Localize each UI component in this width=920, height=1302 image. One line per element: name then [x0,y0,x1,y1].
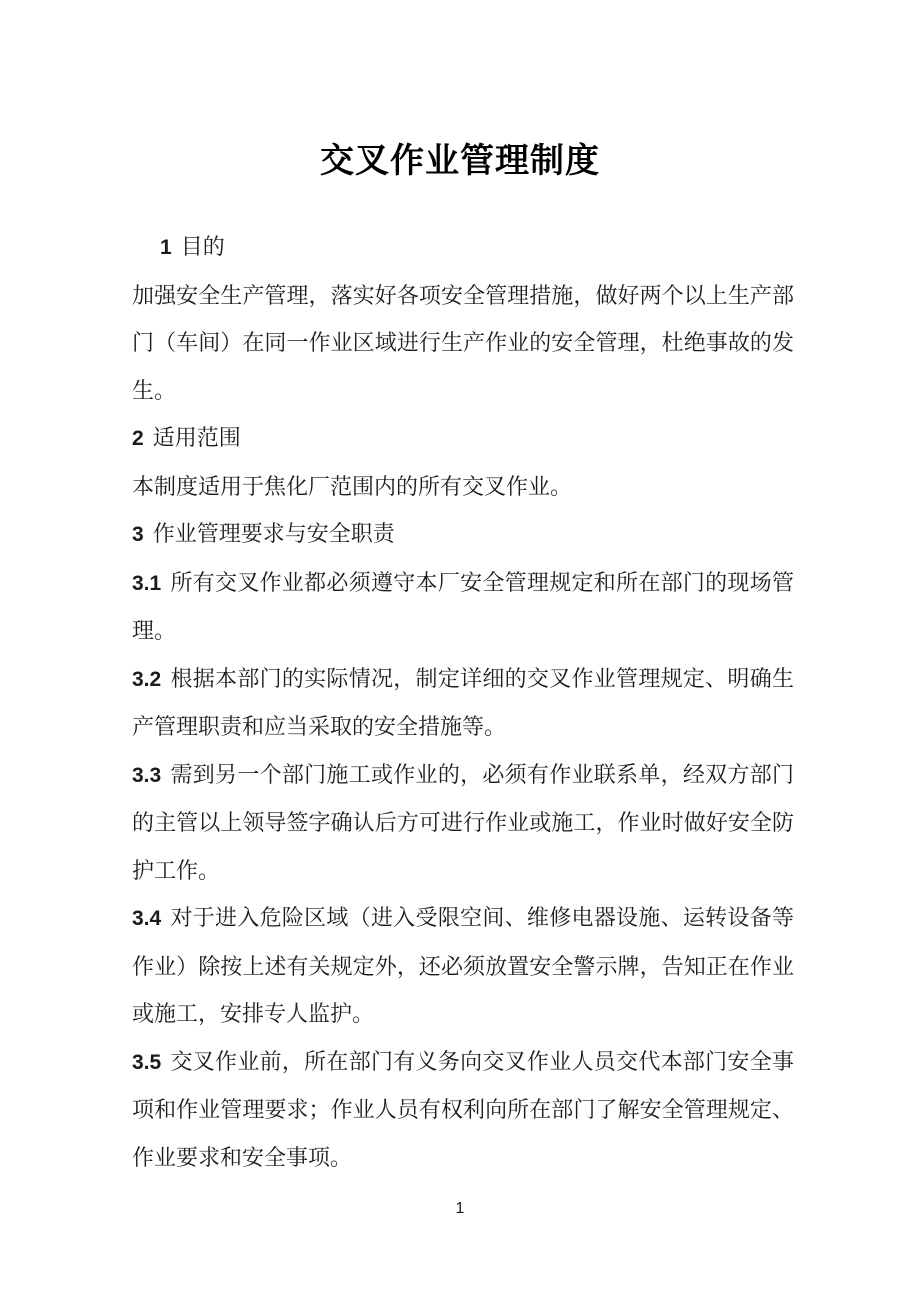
paragraph-text: 本制度适用于焦化厂范围内的所有交叉作业。 [132,473,573,499]
section-number: 3.2 [132,667,162,691]
document-body [132,223,794,1181]
paragraph-text: 对于进入危险区域（进入受限空间、维修电器设施、运转设备等作业）除按上述有关规定外，还必须放置安全警示牌，告知正在作业或施工，安排专人监护。 [132,905,794,1026]
section-number: 3 [132,523,144,546]
paragraph [132,894,794,1038]
document-title: 交叉作业管理制度 [320,143,600,180]
paragraph-text: 加强安全生产管理，落实好各项安全管理措施，做好两个以上生产部门（车间）在同一作业区域进行生产作业的安全管理，杜绝事故的发生。 [132,282,794,403]
paragraph [132,272,794,415]
section-number: 2 [132,427,144,450]
paragraph [132,751,794,895]
section-number: 3.3 [132,763,162,787]
paragraph-text: 所有交叉作业都必须遵守本厂安全管理规定和所在部门的现场管理。 [132,569,794,643]
page-number: 1 [455,1200,465,1217]
paragraph [132,463,794,511]
section-heading-text: 目的 [180,234,225,259]
section-heading-text: 作业管理要求与安全职责 [152,521,395,546]
section-heading-text: 适用范围 [152,425,241,450]
section-heading [132,510,794,559]
paragraph [132,1038,794,1182]
paragraph-text: 需到另一个部门施工或作业的，必须有作业联系单，经双方部门的主管以上领导签字确认后方可进行作业或施工，作业时做好安全防护工作。 [132,761,794,883]
section-heading [132,223,794,272]
section-number: 1 [160,236,172,259]
section-number: 3.5 [132,1050,162,1074]
section-number: 3.4 [132,907,162,930]
paragraph-text: 根据本部门的实际情况，制定详细的交叉作业管理规定、明确生产管理职责和应当采取的安全措施等。 [132,665,794,739]
paragraph [132,559,794,655]
paragraph [132,655,794,751]
paragraph-text: 交叉作业前，所在部门有义务向交叉作业人员交代本部门安全事项和作业管理要求；作业人员有权利向所在部门了解安全管理规定、作业要求和安全事项。 [132,1048,794,1170]
section-heading [132,414,794,463]
section-number: 3.1 [132,571,162,595]
